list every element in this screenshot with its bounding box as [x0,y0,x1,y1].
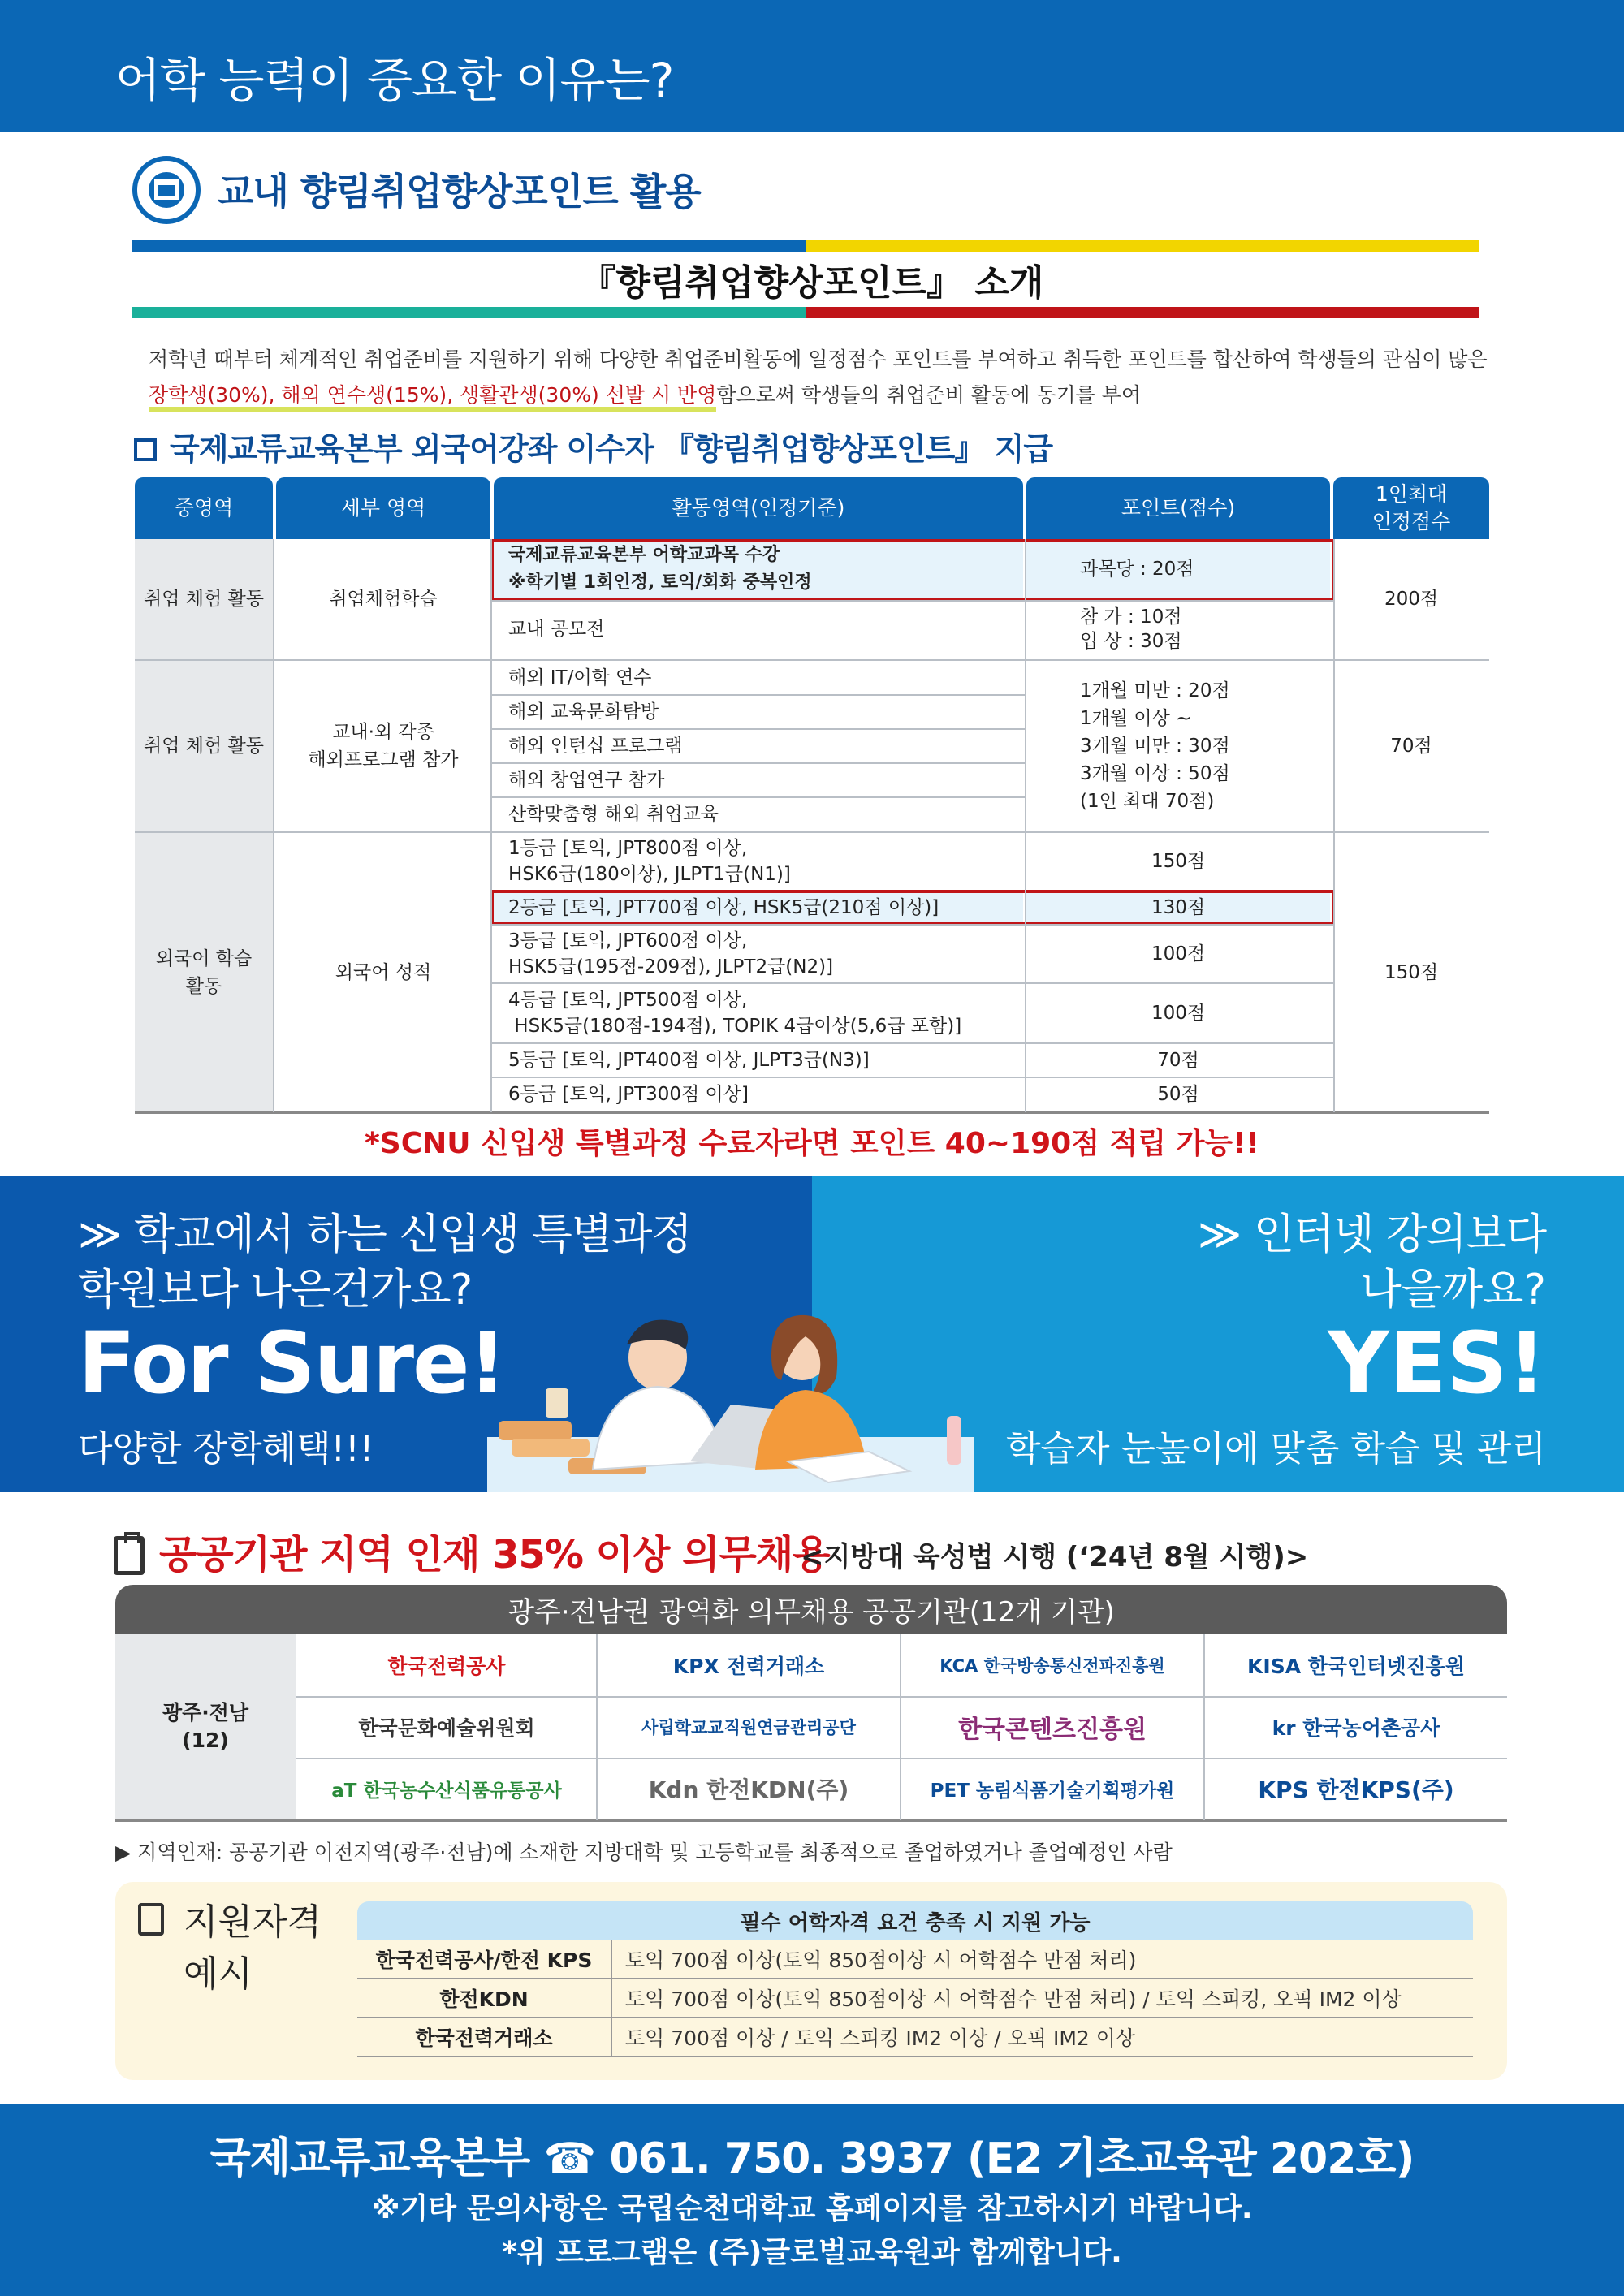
grid-col-rule [1203,1634,1205,1820]
group3-row4-points: 100점 [1151,1003,1206,1024]
table-heading [134,424,1052,468]
students-illustration [487,1299,974,1492]
group3-row6-points: 50점 [1157,1084,1199,1105]
table-header-sub: 세부 영역 [276,477,490,539]
logo-ipet: PET 농림식품기술기획평가원 [930,1780,1175,1802]
book-stack [512,1439,590,1457]
table-row-rule [492,982,1333,984]
table-col-rule [490,539,492,1112]
group1-row1-points: 과목당 : 20점 [1026,541,1330,598]
highlight-box-row1 [490,539,1335,601]
band-right-sub: 학습자 눈높이에 맞춤 학습 및 관리 [1006,1428,1546,1470]
logo-kdn: Kdn 한전KDN(주) [648,1776,849,1803]
group3-row2-activity: 2등급 [토익, JPT700점 이상, HSK5급(210점 이상)] [494,893,1023,922]
table-row-rule [492,924,1333,926]
table-row-rule [492,1077,1333,1078]
description-line2 [149,377,1497,414]
table-rule-bottom [135,1111,1489,1114]
logo-kepco: 한국전력공사 [387,1655,506,1678]
coffee-cup [546,1388,568,1418]
group1-area: 취업 체험 활동 [135,539,273,659]
table-row-rule [492,762,1025,764]
qualification-row [357,1979,1473,2018]
group3-row6-activity: 6등급 [토익, JPT300점 이상] [508,1084,749,1105]
qualification-req: 토익 700점 이상(토익 850점이상 시 어학점수 만점 처리) / 토익 스피킹, 오픽 IM2 이상 [625,1987,1402,2011]
band-right-question-2: 나을까요? [1360,1266,1546,1314]
section2-title: 공공기관 지역 인재 35% 이상 의무채용 [159,1532,830,1577]
table-rule [135,831,1489,833]
band-left-answer: For Sure! [78,1314,505,1413]
group1-max: 200점 [1384,589,1439,610]
top-header [0,0,1624,132]
band-right-question-1: ≫ 인터넷 강의보다 [1197,1211,1546,1259]
qualification-row [357,1940,1473,1979]
qualification-title: 지원자격 예시 [184,1901,322,1995]
group2-activity-5: 산학맞춤형 해외 취업교육 [508,804,719,825]
intro-title: 『향림취업향상포인트』 소개 [580,262,1044,304]
section1-title: 교내 향림취업향상포인트 활용 [218,170,701,214]
divider-bar-blue [132,240,806,252]
water-bottle [947,1416,961,1465]
table-col-rule [273,539,274,1112]
logo-kca: KCA 한국방송통신전파진흥원 [939,1656,1165,1676]
table-header-max: 1인최대 인정점수 [1333,477,1489,539]
logo-kocca: 한국콘텐츠진흥원 [958,1716,1147,1744]
divider-bar-red [806,307,1479,318]
qualification-row [357,2018,1473,2057]
qualification-org: 한전KDN [357,1979,612,2017]
footer [0,2104,1624,2296]
logo-kisa: KISA 한국인터넷진흥원 [1247,1655,1465,1678]
logo-at: aT 한국농수산식품유통공사 [331,1780,562,1802]
group3-row3-points: 100점 [1151,943,1206,965]
table-header-area: 중영역 [135,477,273,539]
table-header-points: 포인트(점수) [1026,477,1330,539]
institution-region: 광주·전남 (12) [115,1634,296,1820]
table-row-rule [492,600,1333,602]
table-col-rule [1025,539,1026,1112]
qualification-org: 한국전력거래소 [357,2018,612,2056]
grid-col-rule [900,1634,901,1820]
clipboard-check-icon [114,1536,145,1575]
group3-row3-activity: 3등급 [토익, JPT600점 이상, HSK5급(195점-209점), JLPT2급(N2)] [508,930,834,978]
description-rest: 함으로써 학생들의 취업준비 활동에 동기를 부여 [716,383,1142,407]
group2-max: 70점 [1390,736,1432,757]
table-row-rule [492,728,1025,730]
book-stack [499,1421,572,1440]
section2-subtitle: <지방대 육성법 시행 (‘24년 8월 시행)> [801,1541,1309,1573]
description-highlight: 장학생(30%), 해외 연수생(15%), 생활관생(30%) 선발 시 반영 [149,383,716,412]
group2-activity-3: 해외 인턴십 프로그램 [508,736,683,757]
highlight-box-row2 [490,890,1335,926]
university-logo-icon [132,156,201,224]
group3-row2-points: 130점 [1026,893,1330,922]
qualification-org: 한국전력공사/한전 KPS [357,1940,612,1978]
divider-bar-teal [132,307,806,318]
grid-rule [296,1758,1507,1759]
table-heading-text: 국제교류교육본부 외국어강좌 이수자 『향림취업향상포인트』 지급 [170,431,1053,467]
institution-table-header: 광주·전남권 광역화 의무채용 공공기관(12개 기관) [115,1585,1507,1634]
logo-kps: KPS 한전KPS(주) [1258,1776,1454,1803]
band-left-question-1: ≫ 학교에서 하는 신입생 특별과정 [78,1211,692,1259]
scnu-note: *SCNU 신입생 특별과정 수료자라면 포인트 40~190점 적립 가능!! [364,1127,1260,1160]
logo-tp: 사립학교교직원연금관리공단 [641,1718,856,1737]
band-left-sub: 다양한 장학혜택!!! [78,1428,374,1470]
group1-sub: 취업체험학습 [329,589,438,610]
table-row-rule [492,796,1025,798]
group3-row1-points: 150점 [1151,851,1206,872]
table-row-rule [492,1042,1333,1044]
group3-row4-activity: 4등급 [토익, JPT500점 이상, HSK5급(180점-194점), TOPIK 4급이상(5,6급 포함)] [508,990,962,1037]
group2-sub: 교내·외 각종 해외프로그램 참가 [308,722,459,770]
grid-rule-bottom [115,1819,1507,1822]
group2-area: 취업 체험 활동 [135,661,273,831]
logo-krc: kr 한국농어촌공사 [1272,1716,1440,1740]
table-header-activity: 활동영역(인정기준) [494,477,1023,539]
table-col-rule [1333,539,1335,1112]
group3-sub: 외국어 성적 [335,962,432,983]
band-right-answer: YES! [1328,1314,1546,1413]
description-line1: 저학년 때부터 체계적인 취업준비를 지원하기 위해 다양한 취업준비활동에 일정점수 포인트를 부여하고 취득한 포인트를 합산하여 학생들의 관심이 많은 [149,347,1488,371]
qualification-header: 필수 어학자격 요건 충족 시 지원 가능 [357,1901,1473,1940]
local-talent-note: ▶ 지역인재: 공공기관 이전지역(광주·전남)에 소재한 지방대학 및 고등학교를 최종적으로 졸업하였거나 졸업예정인 사람 [115,1841,1173,1864]
group1-row2-activity: 교내 공모전 [508,619,605,640]
grid-rule [296,1696,1507,1698]
group2-activity-4: 해외 창업연구 참가 [508,770,665,791]
footer-note-2: *위 프로그램은 (주)글로벌교육원과 함께합니다. [502,2236,1122,2269]
qualification-req: 토익 700점 이상(토익 850점이상 시 어학점수 만점 처리) [625,1949,1137,1972]
footer-note-1: ※기타 문의사항은 국립순천대학교 홈페이지를 참고하시기 바랍니다. [371,2192,1253,2225]
group1-row1-activity: 국제교류교육본부 어학교과목 수강 ※학기별 1회인정, 토익/회화 중복인정 [494,541,1023,598]
logo-kpx: KPX 전력거래소 [672,1655,825,1678]
group3-max: 150점 [1384,962,1439,983]
group2-activity-1: 해외 IT/어학 연수 [508,667,652,688]
group3-row5-activity: 5등급 [토익, JPT400점 이상, JLPT3급(N3)] [508,1050,870,1071]
band-left-question-2: 학원보다 나은건가요? [78,1266,473,1314]
qualification-req: 토익 700점 이상 / 토익 스피킹 IM2 이상 / 오픽 IM2 이상 [625,2026,1136,2050]
table-rule [135,659,1489,661]
divider-bar-yellow [806,240,1479,252]
group3-row1-activity: 1등급 [토익, JPT800점 이상, HSK6급(180이상), JLPT1급(N1)] [508,838,791,885]
grid-col-rule [596,1634,598,1820]
logo-arko: 한국문화예술위원회 [358,1716,535,1740]
group1-row2-points: 참 가 : 10점 입 상 : 30점 [1080,606,1182,652]
footer-contact: 국제교류교육본부 ☎ 061. 750. 3937 (E2 기초교육관 202호) [209,2134,1415,2183]
group2-activity-2: 해외 교육문화탐방 [508,701,659,723]
group3-row5-points: 70점 [1157,1050,1199,1071]
group3-area: 외국어 학습 활동 [135,833,273,1112]
group2-points: 1개월 미만 : 20점 1개월 이상 ~ 3개월 미만 : 30점 3개월 이상 : 50점 (1인 최대 70점) [1080,680,1230,812]
clipboard-check-icon [138,1903,164,1936]
page-title: 어학 능력이 중요한 이유는? [115,53,674,108]
table-row-rule [492,694,1025,696]
checkbox-square-icon [134,438,157,461]
